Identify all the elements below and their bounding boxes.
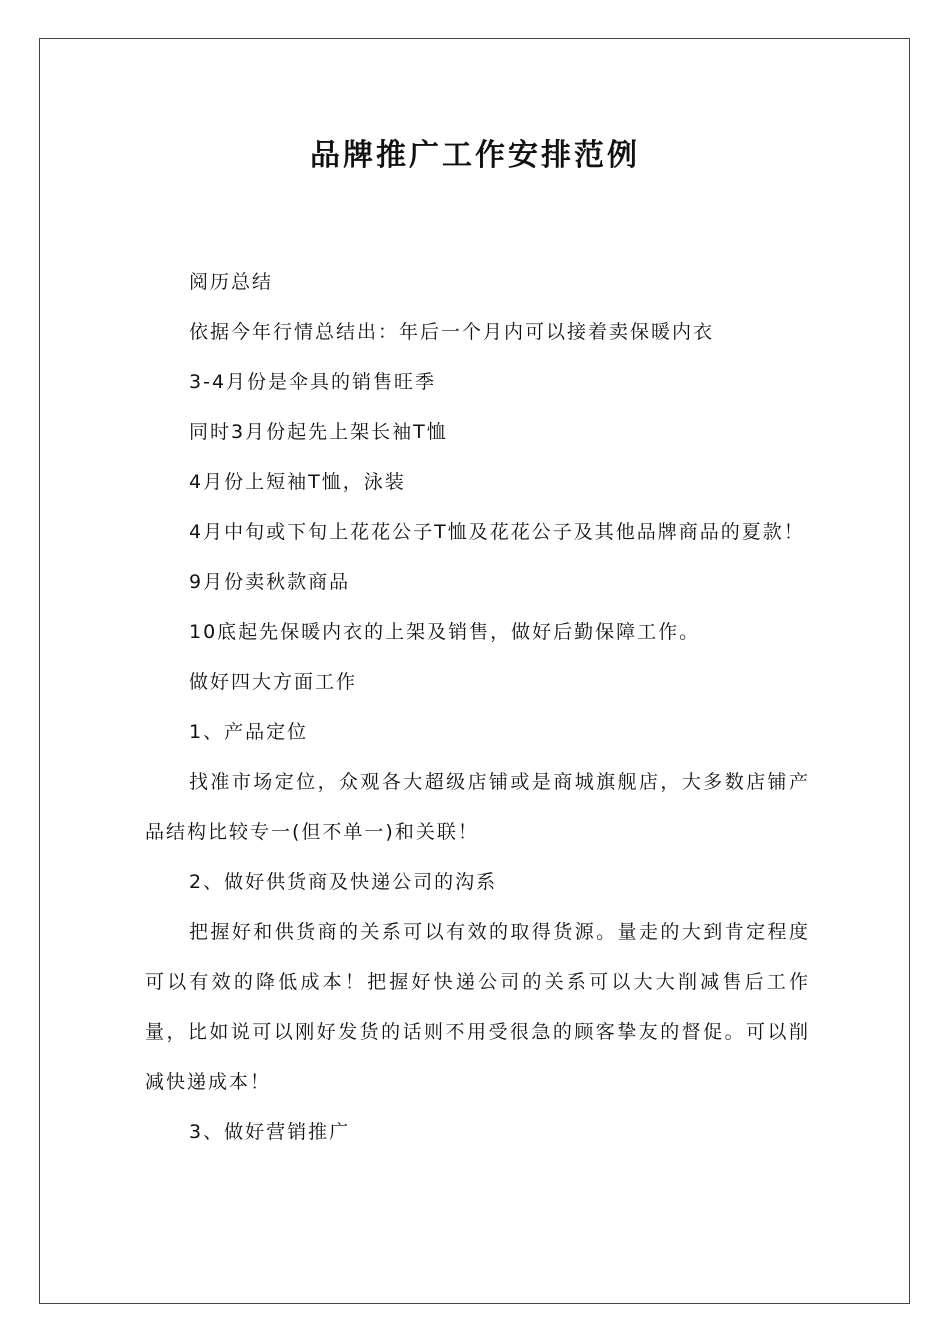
- heading-product-positioning: 1、产品定位: [189, 721, 309, 743]
- paragraph-thermal-wear: 10底起先保暖内衣的上架及销售，做好后勤保障工作。: [189, 621, 701, 643]
- paragraph-four-aspects: 做好四大方面工作: [189, 671, 358, 693]
- heading-supplier-courier: 2、做好供货商及快递公司的沟系: [189, 871, 498, 893]
- paragraph-supplier-courier: 把握好和供货商的关系可以有效的取得货源。量走的大到肯定程度可以有效的降低成本！把握好快递公司的关系可以大大削减售后工作量，比如说可以刚好发货的话则不用受很急的顾客挚友的督促。可以削减快递成本！: [145, 921, 810, 1093]
- document-title: 品牌推广工作安排范例: [310, 138, 640, 173]
- heading-marketing: 3、做好营销推广: [189, 1121, 351, 1143]
- paragraph-umbrella-season: 3-4月份是伞具的销售旺季: [189, 371, 437, 393]
- paragraph-autumn: 9月份卖秋款商品: [189, 571, 351, 593]
- paragraph-summer-brand: 4月中旬或下旬上花花公子T恤及花花公子及其他品牌商品的夏款！: [189, 521, 805, 543]
- paragraph-product-positioning: 找准市场定位，众观各大超级店铺或是商城旗舰店，大多数店铺产品结构比较专一(但不单一)和关联！: [145, 771, 810, 843]
- document-body: [145, 257, 810, 1157]
- paragraph-long-sleeve: 同时3月份起先上架长袖T恤: [189, 421, 448, 443]
- paragraph-experience-summary: 阅历总结: [189, 271, 274, 293]
- paragraph-short-sleeve: 4月份上短袖T恤，泳装: [189, 471, 406, 493]
- paragraph-market-summary: 依据今年行情总结出：年后一个月内可以接着卖保暖内衣: [189, 321, 715, 343]
